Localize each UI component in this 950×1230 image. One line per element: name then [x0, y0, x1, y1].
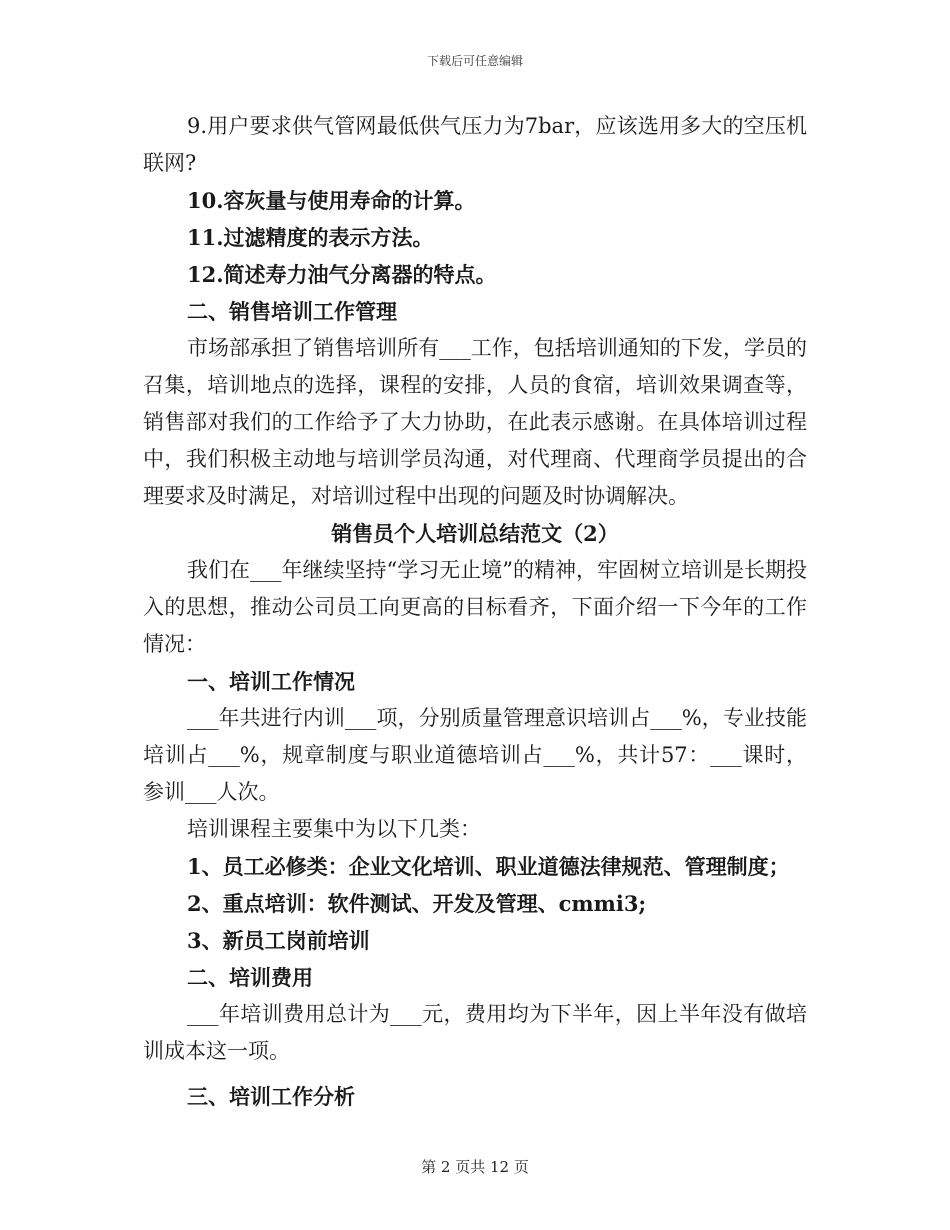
article-title: 销售员个人培训总结范文（2）	[331, 521, 619, 546]
page-footer: 第 2 页共 12 页	[421, 1158, 529, 1176]
question-10: 10.容灰量与使用寿命的计算。	[187, 188, 476, 213]
question-12: 12.简述寿力油气分离器的特点。	[187, 262, 497, 287]
section-heading-sales-training: 二、销售培训工作管理	[187, 299, 397, 324]
paragraph-training-status: ___年共进行内训___项，分别质量管理意识培训占___%，专业技能培训占___%，规章制度与职业道德培训占___%，共计57：___课时，参训___人次。	[143, 706, 807, 804]
page-header: 下载后可任意编辑	[426, 54, 523, 68]
section-heading-training-costs: 二、培训费用	[187, 965, 313, 990]
paragraph-sales-training: 市场部承担了销售培训所有___工作，包括培训通知的下发，学员的召集，培训地点的选择，课程的安排，人员的食宿，培训效果调查等，销售部对我们的工作给予了大力协助，在此表示感谢。在具体培训过程中，我们积极主动地与培训学员沟通，对代理商、代理商学员提出的合理要求及时满足，对培训过程中出现的问题及时协调解决。	[143, 336, 807, 508]
paragraph-intro: 我们在___年继续坚持“学习无止境”的精神，牢固树立培训是长期投入的思想，推动公司员工向更高的目标看齐，下面介绍一下今年的工作情况：	[143, 558, 807, 656]
list-item: 2、重点培训：软件测试、开发及管理、cmmi3;	[187, 891, 647, 916]
question-11: 11.过滤精度的表示方法。	[187, 225, 434, 250]
list-item: 3、新员工岗前培训	[187, 928, 370, 953]
list-intro: 培训课程主要集中为以下几类：	[187, 817, 481, 841]
list-item: 1、员工必修类：企业文化培训、职业道德法律规范、管理制度；	[187, 854, 790, 879]
question-9: 9.用户要求供气管网最低供气压力为7bar，应该选用多大的空压机联网?	[143, 114, 807, 175]
document-body	[143, 108, 807, 1115]
paragraph-training-costs: ___年培训费用总计为___元，费用均为下半年，因上半年没有做培训成本这一项。	[143, 1002, 807, 1063]
section-heading-training-status: 一、培训工作情况	[187, 669, 355, 694]
section-heading-training-analysis: 三、培训工作分析	[187, 1084, 355, 1109]
